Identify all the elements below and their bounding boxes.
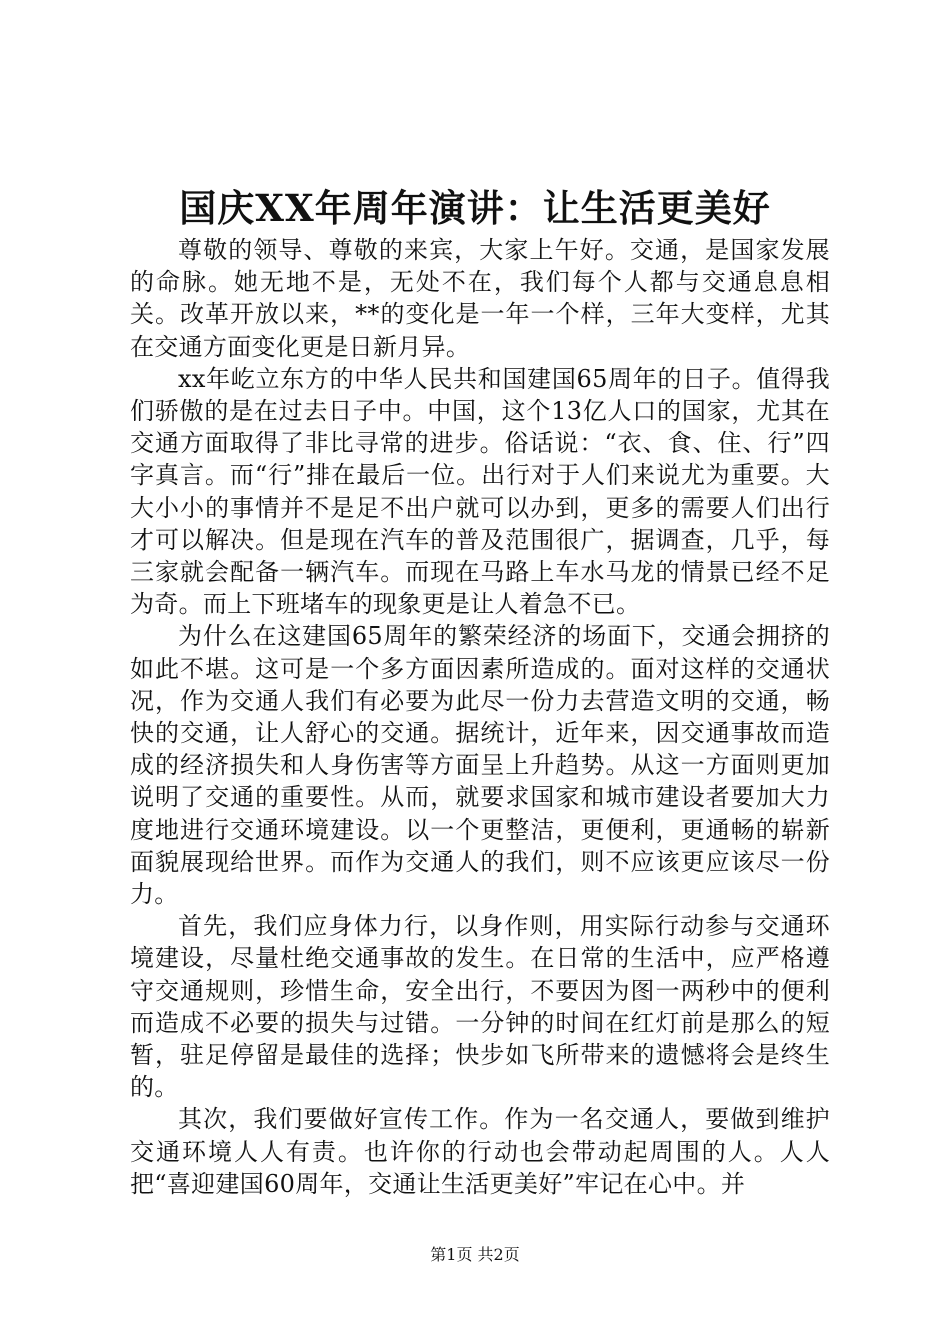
paragraph-3: 为什么在这建国65周年的繁荣经济的场面下，交通会拥挤的如此不堪。这可是一个多方面因素所造成的。面对这样的交通状况，作为交通人我们有必要为此尽一份力去营造文明的交通，畅快的交通，让人舒心的交通。据统计，近年来，因交通事故而造成的经济损失和人身伤害等方面呈上升趋势。从这一方面则更加说明了交通的重要性。从而，就要求国家和城市建设者要加大力度地进行交通环境建设。以一个更整洁，更便利，更通畅的崭新面貌展现给世界。而作为交通人的我们，则不应该更应该尽一份力。: [130, 622, 830, 909]
paragraph-1: 尊敬的领导、尊敬的来宾，大家上午好。交通，是国家发展的命脉。她无地不是，无处不在，我们每个人都与交通息息相关。改革开放以来，**的变化是一年一个样，三年大变样，尤其在交通方面变化更是日新月异。: [130, 236, 830, 361]
document-title: 国庆XX年周年演讲：让生活更美好: [179, 186, 771, 230]
paragraph-2: xx年屹立东方的中华人民共和国建国65周年的日子。值得我们骄傲的是在过去日子中。中国，这个13亿人口的国家，尤其在交通方面取得了非比寻常的进步。俗话说：“衣、食、住、行”四字真言。而“行”排在最后一位。出行对于人们来说尤为重要。大大小小的事情并不是足不出户就可以办到，更多的需要人们出行才可以解决。但是现在汽车的普及范围很广，据调查，几乎，每三家就会配备一辆汽车。而现在马路上车水马龙的情景已经不足为奇。而上下班堵车的现象更是让人着急不已。: [130, 364, 830, 619]
paragraph-5: 其次，我们要做好宣传工作。作为一名交通人，要做到维护交通环境人人有责。也许你的行动也会带动起周围的人。人人把“喜迎建国60周年，交通让生活更美好”牢记在心中。并: [130, 1105, 830, 1198]
page-number-footer: 第1页 共2页: [430, 1245, 520, 1264]
document-body: [130, 234, 830, 1200]
paragraph-4: 首先，我们应身体力行，以身作则，用实际行动参与交通环境建设，尽量杜绝交通事故的发生。在日常的生活中，应严格遵守交通规则，珍惜生命，安全出行，不要因为图一两秒中的便利而造成不必要的损失与过错。一分钟的时间在红灯前是那么的短暂，驻足停留是最佳的选择；快步如飞所带来的遗憾将会是终生的。: [130, 912, 830, 1102]
